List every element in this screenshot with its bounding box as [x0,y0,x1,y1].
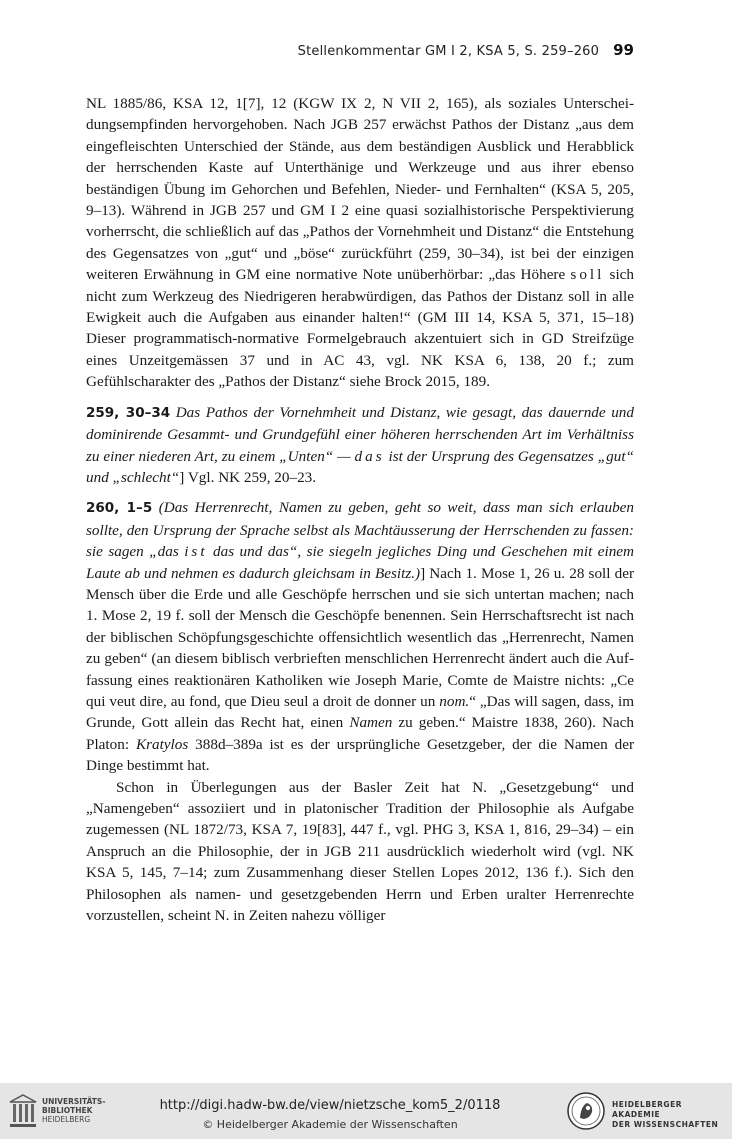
italic-term: Kratylos [135,735,189,753]
academy-seal-icon [566,1091,606,1131]
lemma-comment: “ „Das will sagen, dass, im Grunde, Gott allein das Recht hat, einen [86,692,635,732]
italic-term: Namen [349,714,393,732]
academy-name [612,1100,732,1130]
italic-term: nom. [439,692,470,710]
paragraph-text: sich nicht zum Werkzeug des Niedrigeren herabwürdigen, das Pathos der Distanz soll in alle Ewigkeit auch die Aufgaben aus einander halten!“ (GM III 14, KSA 5, 371, 15–18) Dieser programmatisch-normative Formelgebrauch akzentuiert sich in GD Streifzüge eines Unzeitgemässen 37 und in AC 43, vgl. NK KSA 6, 138, 20 f.; zum Gefühlscharakter des „Pathos der Distanz“ siehe Brock 2015, 189. [86,266,634,391]
paragraph-text: NL 1885/86, KSA 12, 1[7], 12 (KGW IX 2, N VII 2, 165), als soziales Unterscheidungsempfinden hervorgehoben. Nach JGB 257 erwächst Pathos der Distanz „aus dem eingefleischten Unterschied der Stände, aus dem beständigen Ausblick und Herabblick der herrschenden Kaste auf Unterthänige und Werkzeuge und aus ihrer ebenso beständigen Übung im Gehorchen und Befehlen, Nieder- und Fernhalten“ (KSA 5, 205, 9–13). Während in JGB 257 und GM I 2 eine quasi sozialhistorische Perspektivierung vorherrscht, die schließlich auf das „Pathos der Vornehmheit und Distanz“ die Entstehung des Gegensatzes von „gut“ und „böse“ zurückführt (259, 30–34), ist bei der einzigen weiteren Erwähnung in GM eine normative Note unüberhörbar: „das Höhere [86,95,634,284]
lemma-entry-260 [86,497,634,776]
academy-name-line: DER WISSENSCHAFTEN [612,1120,719,1129]
library-name-line: UNIVERSITÄTS- [42,1097,106,1106]
academy-name-line: HEIDELBERGER AKADEMIE [612,1100,682,1119]
running-head [86,40,634,64]
spaced-emphasis: soll [570,266,605,284]
lemma-reference: 259, 30–34 [86,404,171,421]
paragraph-distanz [86,93,634,393]
commentary-text [86,93,634,926]
lemma-quote: das und das“, sie siegeln jegliches Ding und Geschehen mit einem Laute ab und nehmen es dadurch gleichsam in Besitz.) [86,543,635,582]
lemma-quote: Das Pathos der Vornehmheit und Distanz, wie gesagt, das dauernde und dominirende Gesammt- und Grundgefühl einer höheren herrschenden Art im Verhältniss zu einer niederen Art, zu einem „Unten“ — [86,403,634,465]
lemma-reference: 260, 1–5 [86,500,153,517]
lemma-comment: 388d–389a ist es der ursprüngliche Gesetzgeber, der die Namen der Dinge bestimmt hat. [86,735,634,775]
running-title: Stellenkommentar GM I 2, KSA 5, S. 259–260 [297,44,600,59]
page-number: 99 [613,41,634,59]
library-name-line: HEIDELBERG [42,1115,91,1124]
library-name-line: BIBLIOTHEK [42,1106,93,1115]
lemma-entry-259 [86,402,634,489]
spaced-emphasis: das [354,447,385,465]
source-url[interactable]: http://digi.hadw-bw.de/view/nietzsche_kom5_2/0118 [159,1098,501,1113]
lemma-quote: ist der Ursprung des Gegensatzes „gut“ und „schlecht“ [86,447,634,486]
lemma-comment: ] Nach 1. Mose 1, 26 u. 28 soll der Mensch über die Erde und alle Geschöpfe herrschen und sie sich untertan machen; nach 1. Mose 2, 19 f. soll der Mensch die Geschöpfe benennen. Sein Herrschaftsrecht ist nach der biblischen Schöpfungsgeschichte offensichtlich wesentlich das „Herrenrecht, Namen zu geben“ (an diesem biblisch verbrieften menschlichen Herrenrecht ändert auch die Auffassung eines reaktionären Katholiken wie Joseph Marie, Comte de Maistre nichts: „Ce qui veut dire, au fond, que Dieu seul a droit de donner un [86,564,635,710]
spaced-emphasis: ist [184,543,208,561]
copyright-notice: © Heidelberger Akademie der Wissenschaften [202,1118,458,1131]
digitization-footer [0,1083,732,1139]
lemma-comment: ] Vgl. NK 259, 20–23. [179,468,317,486]
lemma-comment: zu geben.“ Maistre 1838, 260). Nach Platon: [86,714,634,753]
lemma-quote: (Das Herrenrecht, Namen zu geben, geht so weit, dass man sich erlauben sollte, den Ursprung der Sprache selbst als Machtäusserung der Herrschenden zu fassen: sie sagen „das [86,499,635,561]
paragraph-gesetzgebung: Schon in Überlegungen aus der Basler Zeit hat N. „Gesetzgebung“ und „Namengeben“ assoziiert und in platonischer Tradition der Philosophie als Aufgabe zugemessen (NL 1872/73, KSA 7, 19[83], 447 f., vgl. PHG 3, KSA 1, 816, 29–34) – ein Anspruch an die Philosophie, der in JGB 211 ausdrücklich wiederholt wird (vgl. NK KSA 5, 145, 7–14; zum Zusammenhang dieser Stellen Lopes 2012, 136 f.). Sich den Philosophen als namen- und gesetzgebenden Herrn und Erben uralter Herrenrechte vorzustellen, scheint N. in Zeiten nahezu völliger [86,778,634,925]
